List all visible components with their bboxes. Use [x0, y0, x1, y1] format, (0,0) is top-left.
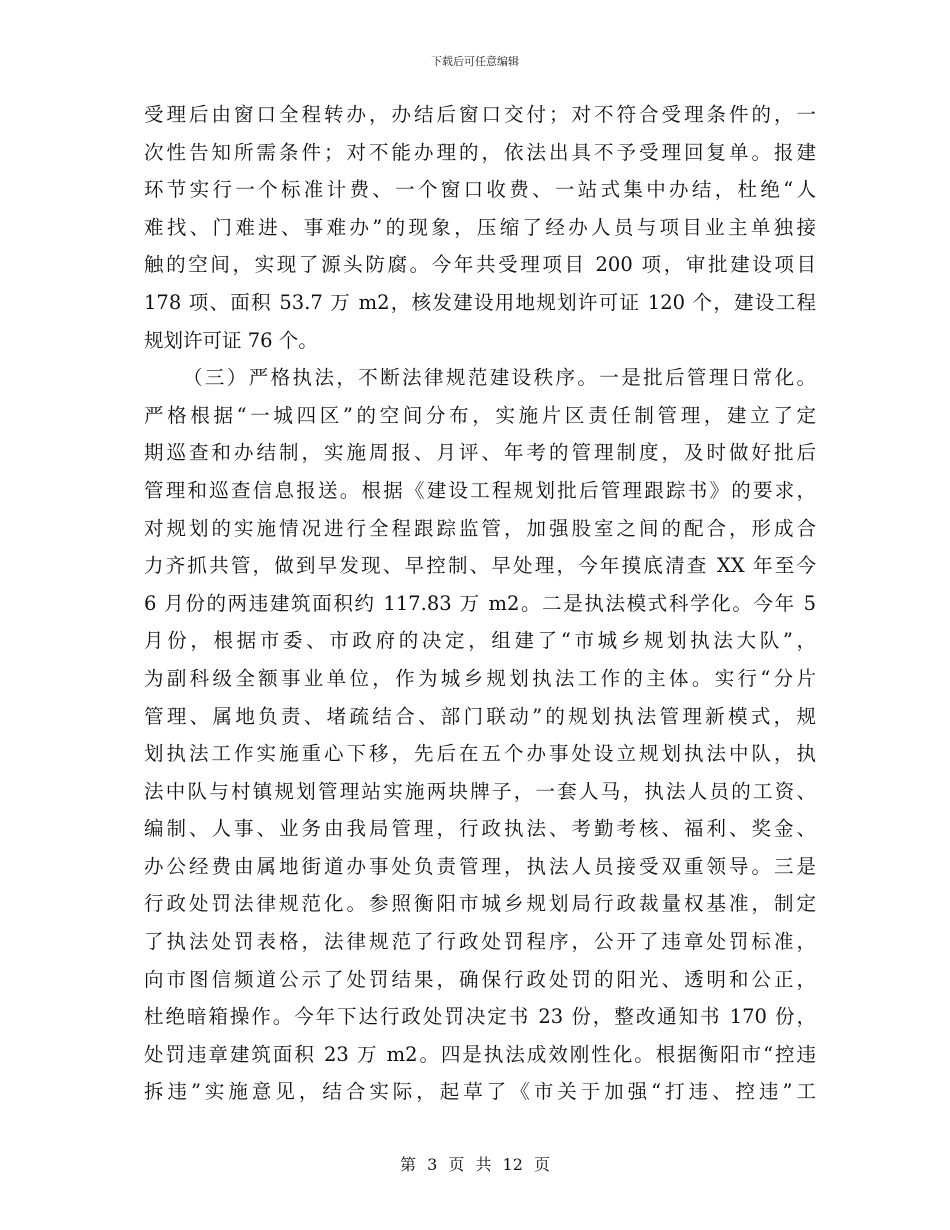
text-line: 6 月份的两违建筑面积约 117.83 万 m2。二是执法模式科学化。今年 5 [144, 591, 816, 615]
text-line: 了执法处罚表格，法律规范了行政处罚程序，公开了违章处罚标准， [144, 930, 816, 954]
text-line: 环节实行一个标准计费、一个窗口收费、一站式集中办结，杜绝“人 [144, 178, 816, 202]
document-body [144, 96, 816, 1111]
text-line: 管理和巡查信息报送。根据《建设工程规划批后管理跟踪书》的要求， [144, 478, 816, 502]
paragraph-1 [144, 96, 816, 359]
text-line: 严格根据“一城四区”的空间分布，实施片区责任制管理，建立了定 [144, 403, 816, 427]
page-header: 下载后可任意编辑 [431, 55, 519, 68]
text-line: 拆违”实施意见，结合实际，起草了《市关于加强“打违、控违”工 [144, 1080, 816, 1104]
text-line: 月份，根据市委、市政府的决定，组建了“市城乡规划执法大队”， [144, 629, 816, 653]
paragraph-2 [144, 359, 816, 1111]
text-line: 向市图信频道公示了处罚结果，确保行政处罚的阳光、透明和公正， [144, 967, 816, 991]
text-line: 力齐抓共管，做到早发现、早控制、早处理，今年摸底清查 XX 年至今 [144, 554, 816, 578]
text-line: 办公经费由属地街道办事处负责管理，执法人员接受双重领导。三是 [144, 854, 816, 878]
text-line: 处罚违章建筑面积 23 万 m2。四是执法成效刚性化。根据衡阳市“控违 [144, 1042, 816, 1066]
text-line: 对规划的实施情况进行全程跟踪监管，加强股室之间的配合，形成合 [144, 516, 816, 540]
text-line: 为副科级全额事业单位，作为城乡规划执法工作的主体。实行“分片 [144, 666, 816, 690]
text-line: 管理、属地负责、堵疏结合、部门联动”的规划执法管理新模式，规 [144, 704, 816, 728]
text-line: 次性告知所需条件；对不能办理的，依法出具不予受理回复单。报建 [144, 140, 816, 164]
text-line: 编制、人事、业务由我局管理，行政执法、考勤考核、福利、奖金、 [144, 817, 816, 841]
text-line: 规划许可证 76 个。 [144, 328, 318, 352]
page-number-footer: 第 3 页 共 12 页 [400, 1155, 550, 1174]
text-line: 行政处罚法律规范化。参照衡阳市城乡规划局行政裁量权基准，制定 [144, 892, 816, 916]
text-line: （三）严格执法，不断法律规范建设秩序。一是批后管理日常化。 [183, 366, 816, 390]
text-line: 法中队与村镇规划管理站实施两块牌子，一套人马，执法人员的工资、 [144, 779, 816, 803]
text-line: 178 项、面积 53.7 万 m2，核发建设用地规划许可证 120 个，建设工程 [144, 290, 816, 314]
text-line: 期巡查和办结制，实施周报、月评、年考的管理制度，及时做好批后 [144, 441, 816, 465]
text-line: 杜绝暗箱操作。今年下达行政处罚决定书 23 份，整改通知书 170 份， [144, 1005, 816, 1029]
text-line: 难找、门难进、事难办”的现象，压缩了经办人员与项目业主单独接 [144, 215, 816, 239]
text-line: 划执法工作实施重心下移，先后在五个办事处设立规划执法中队，执 [144, 742, 816, 766]
text-line: 触的空间，实现了源头防腐。今年共受理项目 200 项，审批建设项目 [144, 253, 816, 277]
text-line: 受理后由窗口全程转办，办结后窗口交付；对不符合受理条件的，一 [144, 103, 816, 126]
